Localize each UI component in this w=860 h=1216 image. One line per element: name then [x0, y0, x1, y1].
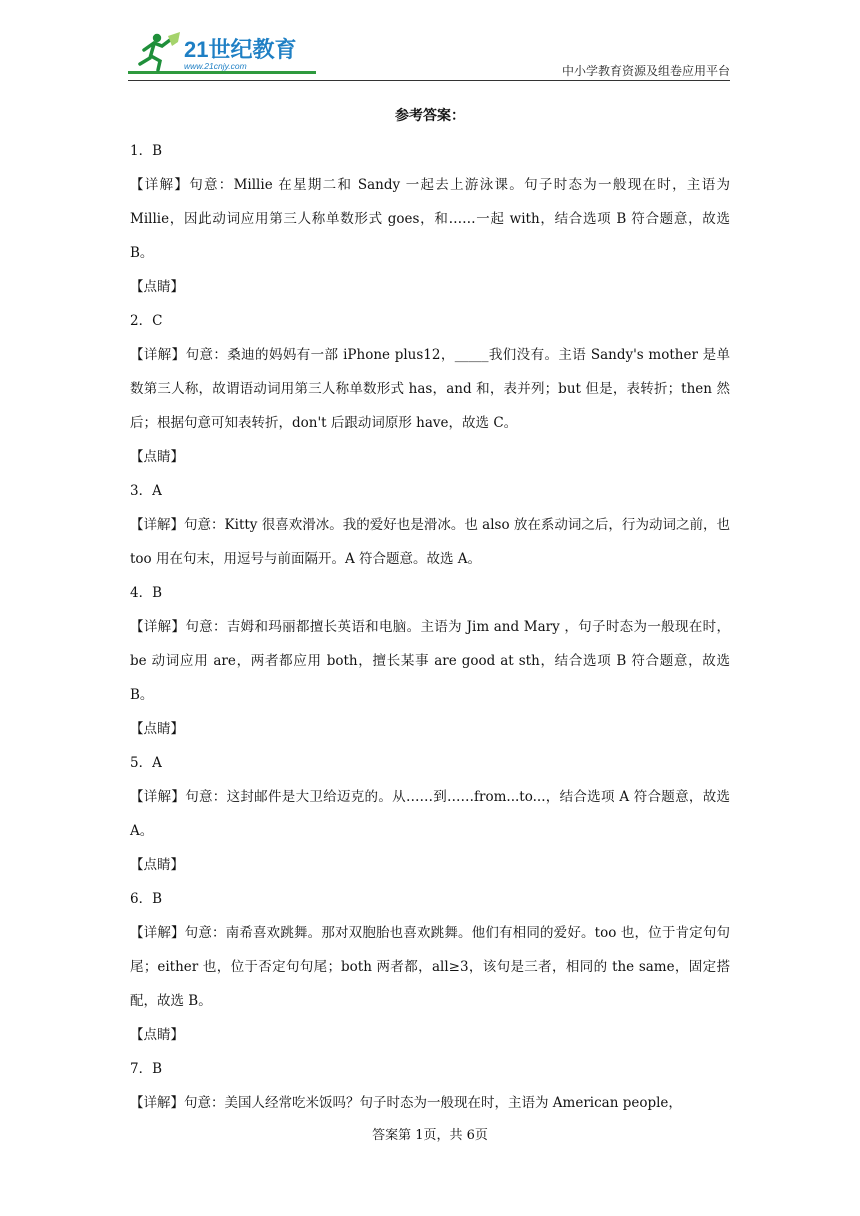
page-footer: 答案第 1页，共 6页 [372, 1128, 488, 1143]
answer-tip: 【点睛】 [130, 279, 184, 295]
platform-name: 中小学教育资源及组卷应用平台 [561, 64, 730, 78]
answer-number: 6．B [130, 891, 163, 907]
answer-detail: 【详解】句意：美国人经常吃米饭吗？句子时态为一般现在时，主语为 American people， [130, 1095, 682, 1111]
logo-url-text: www.21cnjy.com [184, 61, 247, 71]
answer-detail: 【详解】句意：这封邮件是大卫给迈克的。从……到……from...to...，结合选项 A 符合题意，故选 A。 [130, 789, 730, 839]
answer-tip: 【点睛】 [130, 449, 184, 465]
logo-main-text: 21世纪教育 [184, 37, 297, 62]
answer-detail: 【详解】句意：桑迪的妈妈有一部 iPhone plus12，_____我们没有。主语 Sandy's mother 是单数第三人称，故谓语动词用第三人称单数形式 has，and 和，表并列；but 但是，表转折；then 然后；根据句意可知表转折，don't 后跟动词原形 have，故选 C。 [130, 347, 730, 431]
answer-tip: 【点睛】 [130, 1027, 184, 1043]
answer-detail: 【详解】句意：南希喜欢跳舞。那对双胞胎也喜欢跳舞。他们有相同的爱好。too 也，位于肯定句句尾；either 也，位于否定句句尾；both 两者都，all≥3，该句是三者，相同的 the same，固定搭配，故选 B。 [130, 925, 730, 1009]
header-divider [128, 80, 730, 81]
answer-number: 1．B [130, 143, 163, 159]
answer-number: 4．B [130, 585, 163, 601]
answer-tip: 【点睛】 [130, 857, 184, 873]
answer-number: 3．A [130, 483, 162, 499]
answer-detail: 【详解】句意：吉姆和玛丽都擅长英语和电脑。主语为 Jim and Mary ，句子时态为一般现在时，be 动词应用 are，两者都应用 both，擅长某事 are good at sth，结合选项 B 符合题意，故选 B。 [130, 619, 730, 703]
answer-detail: 【详解】句意：Millie 在星期二和 Sandy 一起去上游泳课。句子时态为一般现在时，主语为 Millie，因此动词应用第三人称单数形式 goes，和……一起 with，结合选项 B 符合题意，故选 B。 [130, 177, 730, 261]
answer-number: 7．B [130, 1061, 163, 1077]
page-header [128, 28, 730, 80]
answer-number: 5．A [130, 755, 162, 771]
answer-tip: 【点睛】 [130, 721, 184, 737]
answer-content [130, 104, 730, 1120]
answer-detail: 【详解】句意：Kitty 很喜欢滑冰。我的爱好也是滑冰。也 also 放在系动词之后，行为动词之前，也 too 用在句末，用逗号与前面隔开。A 符合题意。故选 A。 [130, 517, 730, 567]
answer-number: 2．C [130, 313, 163, 329]
logo-21cnjy [128, 28, 318, 78]
page-title: 参考答案： [395, 108, 465, 124]
